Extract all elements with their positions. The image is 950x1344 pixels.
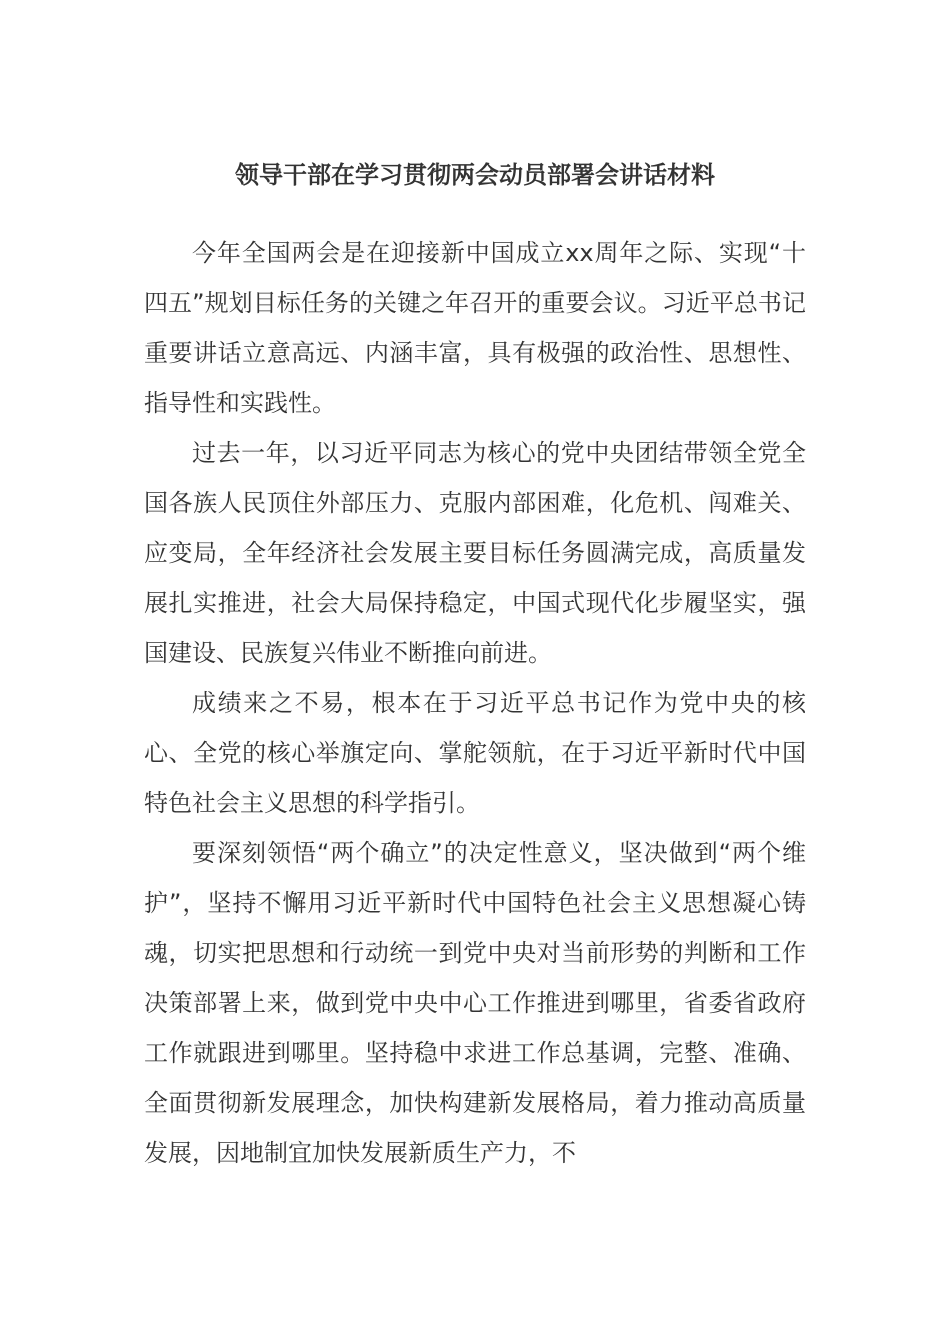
paragraph-2: 过去一年，以习近平同志为核心的党中央团结带领全党全国各族人民顶住外部压力、克服内部困难，化危机、闯难关、应变局，全年经济社会发展主要目标任务圆满完成，高质量发展扎实推进，社会大局保持稳定，中国式现代化步履坚实，强国建设、民族复兴伟业不断推向前进。	[144, 439, 806, 667]
paragraph-1: 今年全国两会是在迎接新中国成立xx周年之际、实现“十四五”规划目标任务的关键之年召开的重要会议。习近平总书记重要讲话立意高远、内涵丰富，具有极强的政治性、思想性、指导性和实践性。	[144, 239, 806, 417]
paragraph-3: 成绩来之不易，根本在于习近平总书记作为党中央的核心、全党的核心举旗定向、掌舵领航，在于习近平新时代中国特色社会主义思想的科学指引。	[144, 689, 806, 817]
document-body	[144, 228, 806, 1178]
paragraph-4: 要深刻领悟“两个确立”的决定性意义，坚决做到“两个维护”，坚持不懈用习近平新时代中国特色社会主义思想凝心铸魂，切实把思想和行动统一到党中央对当前形势的判断和工作决策部署上来，做到党中央中心工作推进到哪里，省委省政府工作就跟进到哪里。坚持稳中求进工作总基调，完整、准确、全面贯彻新发展理念，加快构建新发展格局，着力推动高质量发展，因地制宜加快发展新质生产力，不	[144, 839, 806, 1167]
document-title: 领导干部在学习贯彻两会动员部署会讲话材料	[235, 161, 715, 189]
